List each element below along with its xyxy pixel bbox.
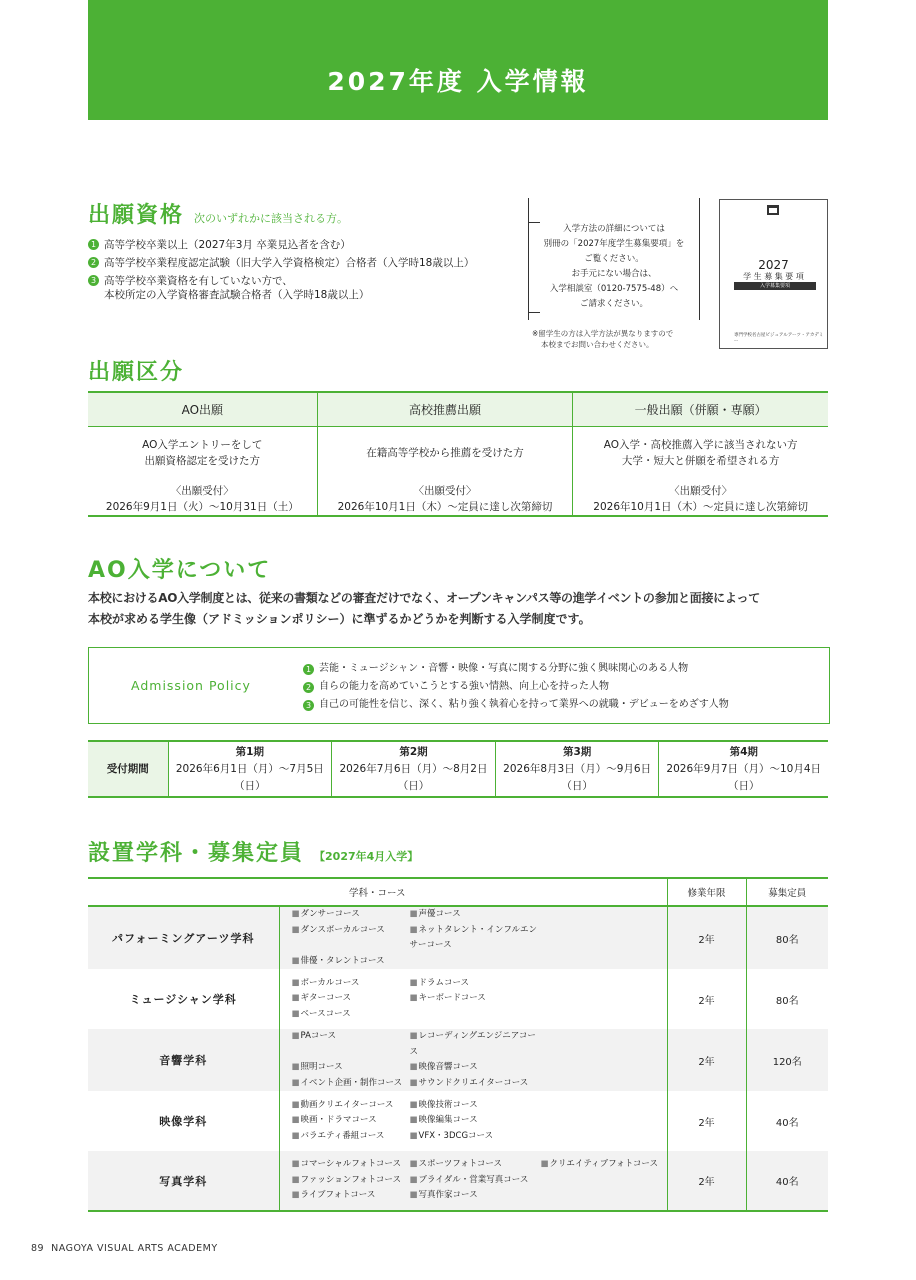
notice-line: ご覧ください。 (584, 254, 644, 264)
department-name: パフォーミングアーツ学科 (88, 906, 279, 969)
course-item (410, 907, 541, 923)
course-item (292, 1007, 410, 1023)
course-label: ■ コマーシャルフォトコース (292, 1159, 402, 1169)
course-label: ■ 照明コース (292, 1062, 343, 1072)
reception-period-table (88, 740, 828, 798)
course-item (541, 1029, 661, 1060)
categories-title: 出願区分 (88, 360, 185, 385)
departments-table (88, 877, 828, 1212)
department-capacity: 80名 (746, 906, 828, 969)
course-item (292, 907, 410, 923)
course-label: ■ ネットタレント・インフルエンサーコース (410, 925, 537, 951)
period-header: 受付期間 (88, 741, 168, 797)
eligibility-text-line1: 高等学校卒業資格を有していない方で、 (104, 275, 293, 287)
course-item (541, 1129, 661, 1145)
notice-note-line2: 本校までお問い合わせください。 (541, 340, 654, 349)
course-item (292, 1157, 410, 1173)
course-label: ■ 映画・ドラマコース (292, 1115, 377, 1125)
course-item (292, 1173, 410, 1189)
course-item (541, 923, 661, 954)
course-item (292, 976, 410, 992)
category-cell-recommend (317, 426, 573, 516)
category-desc: AO入学・高校推薦入学に該当されない方 (603, 438, 798, 451)
policy-text: 芸能・ミュージシャン・音響・映像・写真に関する分野に強く興味関心のある人物 (319, 663, 689, 674)
course-item (292, 991, 410, 1007)
course-item (292, 1029, 410, 1060)
course-item (410, 991, 541, 1007)
booklet-year: 2027 (758, 258, 789, 272)
eligibility-text (104, 274, 369, 302)
course-label: ■ イベント企画・制作コース (292, 1078, 403, 1088)
department-years: 2年 (667, 1029, 746, 1091)
course-grid (292, 1157, 667, 1204)
course-item (292, 1098, 410, 1114)
ao-line: 本校が求める学生像（アドミッションポリシー）に準ずるかどうかを判断する入学制度です。 (88, 612, 591, 626)
course-label: ■ ダンサーコース (292, 909, 360, 919)
course-item (292, 1113, 410, 1129)
course-item (410, 1029, 541, 1060)
course-label: ■ ギターコース (292, 993, 352, 1003)
course-label: ■ VFX・3DCGコース (410, 1131, 494, 1141)
course-label: ■ キーボードコース (410, 993, 486, 1003)
school-logo-icon (767, 205, 779, 215)
course-item (410, 1076, 541, 1092)
course-item (541, 907, 661, 923)
eligibility-text: 高等学校卒業程度認定試験（旧大学入学資格検定）合格者（入学時18歳以上） (104, 257, 475, 269)
department-courses (279, 906, 667, 969)
department-capacity: 120名 (746, 1029, 828, 1091)
course-item (292, 954, 410, 970)
table-row (88, 906, 828, 969)
course-item (292, 923, 410, 954)
table-row (88, 1029, 828, 1091)
eligibility-list (88, 238, 518, 306)
departments-heading: 設置学科・募集定員 (88, 841, 305, 866)
course-item (541, 1007, 661, 1023)
booklet-footer: 専門学校名古屋ビジュアルアーツ・アカデミー (734, 333, 824, 344)
category-header-ao: AO出願 (88, 392, 317, 426)
course-item (410, 1188, 541, 1204)
category-label: 〈出願受付〉 (413, 484, 477, 497)
department-name: 映像学科 (159, 1115, 208, 1128)
page-footer (31, 1243, 218, 1254)
course-item (292, 1129, 410, 1145)
notice-note-line1: ※留学生の方は入学方法が異なりますので (532, 329, 674, 338)
application-categories-table (88, 391, 828, 517)
category-cell-ao (88, 426, 317, 516)
course-item (410, 954, 541, 970)
department-courses (279, 1091, 667, 1151)
school-name: NAGOYA VISUAL ARTS ACADEMY (51, 1243, 218, 1254)
course-item (541, 976, 661, 992)
course-item (292, 1188, 410, 1204)
number-2-icon: 2 (88, 257, 99, 268)
category-label: 〈出願受付〉 (669, 484, 733, 497)
years-header: 修業年限 (667, 878, 746, 906)
period-cell (495, 741, 659, 797)
policy-list (303, 660, 729, 714)
course-item (292, 1060, 410, 1076)
eligibility-heading: 出願資格 (88, 203, 185, 228)
course-label: ■ スポーツフォトコース (410, 1159, 503, 1169)
category-header-general: 一般出願（併願・専願） (573, 392, 828, 426)
period-dates: 2026年8月3日（月）〜9月6日（日） (503, 762, 652, 792)
eligibility-text-line2: 本校所定の入学資格審査試験合格者（入学時18歳以上） (104, 289, 370, 301)
booklet-bar: 入学募集要項 (734, 282, 816, 290)
course-label: ■ サウンドクリエイターコース (410, 1078, 529, 1088)
category-desc: 在籍高等学校から推薦を受けた方 (366, 446, 524, 459)
course-label: ■ ライブフォトコース (292, 1190, 376, 1200)
course-item (541, 1157, 661, 1173)
page-number: 89 (31, 1243, 45, 1254)
number-3-icon: 3 (303, 700, 314, 711)
course-label: ■ バラエティ番組コース (292, 1131, 385, 1141)
course-label: ■ レコーディングエンジニアコース (410, 1031, 536, 1057)
number-2-icon: 2 (303, 682, 314, 693)
department-courses (279, 1029, 667, 1091)
period-cell (332, 741, 496, 797)
policy-text: 自己の可能性を信じ、深く、粘り強く執着心を持って業界への就職・デビューをめざす人物 (319, 699, 729, 710)
course-grid (292, 1098, 667, 1145)
course-label: ■ ベースコース (292, 1009, 351, 1019)
policy-text: 自らの能力を高めていこうとする強い情熱、向上心を持った人物 (319, 681, 609, 692)
departments-subtitle: 【2027年4月入学】 (314, 850, 419, 863)
course-label: ■ ボーカルコース (292, 978, 360, 988)
course-item (541, 1188, 661, 1204)
department-capacity: 40名 (746, 1091, 828, 1151)
course-label: ■ ファッションフォトコース (292, 1175, 402, 1185)
booklet-title: 学 生 募 集 要 項 (743, 272, 804, 281)
page-title: 2027年度 入学情報 (327, 67, 589, 96)
number-1-icon: 1 (88, 239, 99, 250)
ao-line: 本校におけるAO入学制度とは、従来の書類などの審査だけでなく、オープンキャンパス等の進学イベントの参加と面接によって (88, 591, 760, 605)
course-item (541, 1076, 661, 1092)
course-item (541, 1173, 661, 1189)
department-name: 音響学科 (88, 1029, 279, 1091)
department-courses (279, 969, 667, 1029)
eligibility-item (88, 256, 518, 270)
course-label: ■ 動画クリエイターコース (292, 1100, 394, 1110)
course-item (541, 1113, 661, 1129)
notice-note (532, 328, 673, 350)
period-dates: 2026年9月7日（月）〜10月4日（日） (666, 762, 822, 792)
notice-line: お手元にない場合は、 (571, 269, 657, 279)
course-item (410, 1129, 541, 1145)
department-name: ミュージシャン学科 (129, 993, 237, 1006)
period-dates: 2026年6月1日（月）〜7月5日（日） (175, 762, 324, 792)
course-item (410, 1113, 541, 1129)
department-years: 2年 (667, 906, 746, 969)
department-years: 2年 (667, 1151, 746, 1211)
number-3-icon: 3 (88, 275, 99, 286)
category-header-recommend: 高校推薦出願 (317, 392, 573, 426)
department-capacity: 40名 (746, 1151, 828, 1211)
course-item (410, 1157, 541, 1173)
category-dates: 2026年9月1日（火）〜10月31日（土） (105, 500, 299, 513)
department-capacity: 80名 (746, 969, 828, 1029)
admission-policy-label: Admission Policy (131, 678, 251, 693)
course-item (541, 954, 661, 970)
departments-body (88, 906, 828, 1211)
period-dates: 2026年7月6日（月）〜8月2日（日） (339, 762, 488, 792)
course-grid (292, 1029, 667, 1091)
eligibility-title (88, 198, 348, 229)
ao-title: AO入学について (88, 558, 272, 583)
policy-item (303, 696, 729, 714)
course-label: ■ ブライダル・営業写真コース (410, 1175, 529, 1185)
period-name: 第2期 (399, 745, 428, 758)
department-years: 2年 (667, 969, 746, 1029)
category-dates: 2026年10月1日（木）〜定員に達し次第締切 (593, 500, 809, 513)
notice-line: ご請求ください。 (579, 299, 648, 309)
course-item (292, 1076, 410, 1092)
eligibility-text: 高等学校卒業以上（2027年3月 卒業見込者を含む） (104, 239, 351, 251)
period-cell (168, 741, 332, 797)
departments-title (88, 836, 418, 867)
page-banner (88, 0, 828, 120)
number-1-icon: 1 (303, 664, 314, 675)
course-label: ■ 映像編集コース (410, 1115, 478, 1125)
table-row (88, 1091, 828, 1151)
course-item (541, 1098, 661, 1114)
course-item (410, 976, 541, 992)
course-label: ■ PAコース (292, 1031, 337, 1041)
period-name: 第4期 (729, 745, 758, 758)
policy-item (303, 660, 729, 678)
booklet-image (719, 199, 828, 349)
table-row (88, 1151, 828, 1211)
course-grid (292, 907, 667, 969)
category-label: 〈出願受付〉 (170, 484, 234, 497)
category-desc: 出願資格認定を受けた方 (144, 454, 261, 467)
department-name: 写真学科 (88, 1151, 279, 1211)
eligibility-item (88, 238, 518, 252)
category-cell-general (573, 426, 828, 516)
policy-item (303, 678, 729, 696)
notice-line: 入学方法の詳細については (563, 224, 665, 234)
course-label: ■ 映像技術コース (410, 1100, 478, 1110)
period-cell (659, 741, 828, 797)
notice-box (528, 198, 700, 320)
course-label: ■ 映像音響コース (410, 1062, 478, 1072)
course-label: ■ ドラムコース (410, 978, 470, 988)
notice-line: 入学相談室（0120-7575-48）へ (549, 284, 679, 294)
category-dates: 2026年10月1日（木）〜定員に達し次第締切 (337, 500, 553, 513)
table-row (88, 969, 828, 1029)
ao-description (88, 588, 828, 630)
department-courses (279, 1151, 667, 1211)
course-item (410, 1173, 541, 1189)
category-desc: 大学・短大と併願を希望される方 (621, 454, 780, 467)
course-item (541, 991, 661, 1007)
course-label: ■ 写真作家コース (410, 1190, 478, 1200)
course-label: ■ クリエイティブフォトコース (541, 1159, 659, 1169)
course-item (410, 1098, 541, 1114)
admission-policy-box (88, 647, 830, 724)
eligibility-item (88, 274, 518, 302)
course-grid (292, 976, 667, 1023)
course-label: ■ 声優コース (410, 909, 461, 919)
course-item (410, 1060, 541, 1076)
course-label: ■ 俳優・タレントコース (292, 956, 385, 966)
department-years: 2年 (667, 1091, 746, 1151)
period-name: 第1期 (235, 745, 264, 758)
course-header: 学科・コース (88, 878, 667, 906)
course-item (541, 1060, 661, 1076)
eligibility-subtitle: 次のいずれかに該当される方。 (194, 212, 349, 225)
course-label: ■ ダンスボーカルコース (292, 925, 385, 935)
notice-line: 別冊の「2027年度学生募集要項」を (543, 239, 685, 249)
course-item (410, 1007, 541, 1023)
category-desc: AO入学エントリーをして (142, 438, 263, 451)
course-item (410, 923, 541, 954)
capacity-header: 募集定員 (746, 878, 828, 906)
period-name: 第3期 (562, 745, 592, 758)
